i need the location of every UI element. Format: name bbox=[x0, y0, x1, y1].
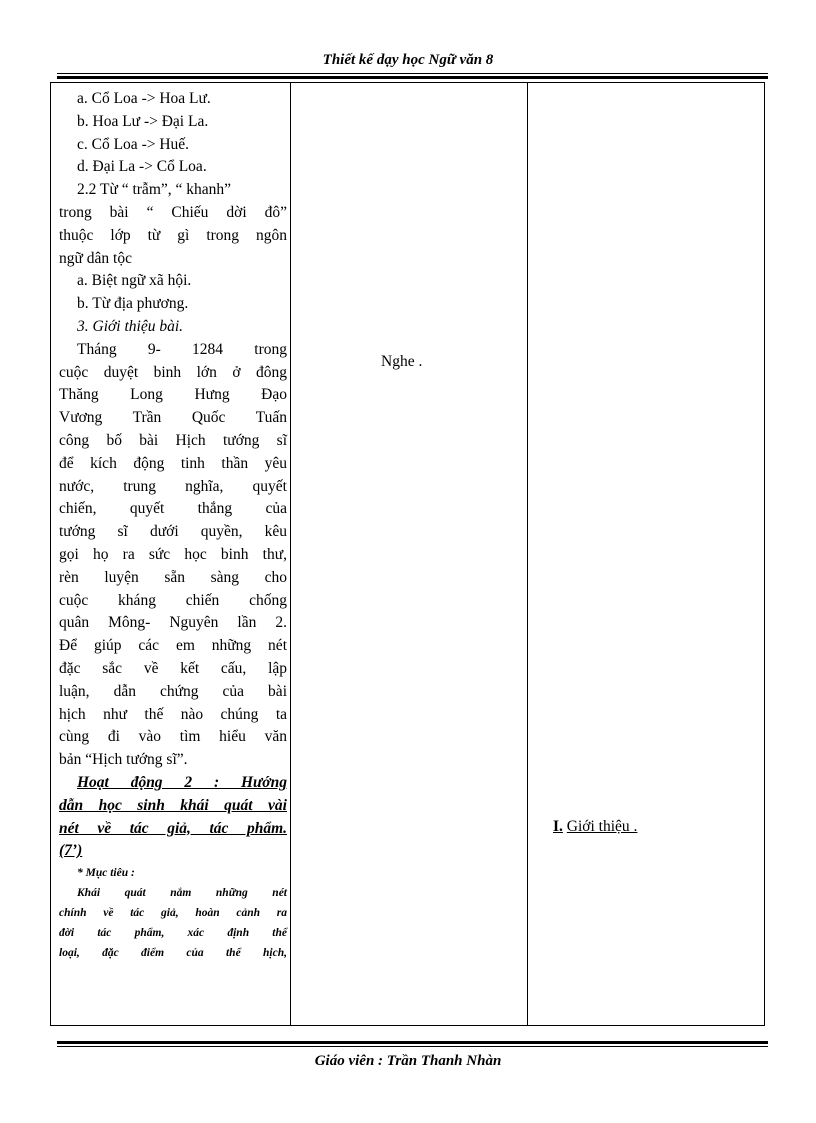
text-line: cuộc kháng chiến chống bbox=[59, 591, 287, 609]
footer-rule-thick bbox=[57, 1041, 768, 1044]
objective-line: loại, đặc điểm của thể hịch, bbox=[59, 947, 287, 960]
text-line: Thăng Long Hưng Đạo bbox=[59, 386, 287, 404]
content-section-number: I. bbox=[553, 818, 563, 835]
text-line: Để giúp các em những nét bbox=[59, 637, 287, 655]
student-activity-column bbox=[381, 353, 422, 371]
text-line: a. Cổ Loa -> Hoa Lư. bbox=[77, 90, 211, 107]
objective-line: chính về tác giả, hoàn cảnh ra bbox=[59, 907, 287, 920]
text-line: b. Hoa Lư -> Đại La. bbox=[77, 112, 209, 130]
column-divider-2 bbox=[527, 83, 528, 1025]
text-line: quân Mông- Nguyên lần 2. bbox=[59, 614, 287, 632]
text-line: cuộc duyệt binh lớn ở đông bbox=[59, 363, 287, 381]
text-line: Vương Trần Quốc Tuấn bbox=[59, 409, 287, 427]
footer-rule-thin bbox=[57, 1046, 768, 1047]
text-line: b. Từ địa phương. bbox=[77, 295, 189, 313]
text-line: c. Cổ Loa -> Huế. bbox=[77, 135, 190, 153]
text-line: hịch như thế nào chúng ta bbox=[59, 705, 287, 723]
text-line: ngữ dân tộc bbox=[59, 249, 132, 267]
teacher-activity-column bbox=[59, 88, 287, 963]
text-line: cùng đi vào tìm hiểu văn bbox=[59, 728, 287, 746]
text-line: d. Đại La -> Cổ Loa. bbox=[77, 158, 207, 176]
footer-text: Giáo viên : Trần Thanh Nhàn bbox=[314, 1053, 502, 1069]
objective-block bbox=[59, 863, 287, 963]
content-section-title: Giới thiệu . bbox=[566, 818, 638, 835]
text-line: bản “Hịch tướng sĩ”. bbox=[59, 751, 188, 769]
activity-heading: nét về tác giả, tác phẩm. bbox=[59, 819, 287, 837]
objective-label: * Mục tiêu : bbox=[77, 867, 135, 880]
header-rule-thick bbox=[57, 76, 768, 79]
text-line: tướng sĩ dưới quyền, kêu bbox=[59, 523, 287, 541]
text-line: công bố bài Hịch tướng sĩ bbox=[59, 431, 287, 449]
text-line: 2.2 Từ “ trẫm”, “ khanh” bbox=[77, 181, 232, 199]
activity-duration: (7’) bbox=[59, 842, 83, 860]
text-line: gọi họ ra sức học binh thư, bbox=[59, 545, 287, 563]
lesson-table bbox=[50, 82, 765, 1026]
text-line: thuộc lớp từ gì trong ngôn bbox=[59, 226, 287, 244]
text-line: luận, dẫn chứng của bài bbox=[59, 682, 287, 700]
header-title: Thiết kế dạy học Ngữ văn 8 bbox=[322, 52, 494, 68]
text-line: a. Biệt ngữ xã hội. bbox=[77, 272, 192, 290]
section-heading: 3. Giới thiệu bài. bbox=[77, 317, 184, 335]
student-activity-text: Nghe . bbox=[381, 353, 423, 370]
activity-heading: dẫn học sinh khái quát vài bbox=[59, 796, 287, 814]
text-line: chiến, quyết thắng của bbox=[59, 500, 287, 518]
objective-line: đời tác phẩm, xác định thể bbox=[59, 927, 287, 940]
header-rule-thin bbox=[57, 73, 768, 74]
text-line: trong bài “ Chiếu dời đô” bbox=[59, 203, 287, 221]
objective-line: Khái quát nắm những nét bbox=[77, 887, 287, 900]
column-divider-1 bbox=[290, 83, 291, 1025]
activity-heading: Hoạt động 2 : Hướng bbox=[77, 773, 287, 791]
content-column bbox=[553, 818, 637, 836]
text-line: nước, trung nghĩa, quyết bbox=[59, 477, 287, 495]
text-line: rèn luyện sẵn sàng cho bbox=[59, 568, 287, 586]
text-line: Tháng 9- 1284 trong bbox=[77, 340, 287, 358]
text-line: để kích động tinh thần yêu bbox=[59, 454, 287, 472]
text-line: đặc sắc về kết cấu, lập bbox=[59, 659, 287, 677]
